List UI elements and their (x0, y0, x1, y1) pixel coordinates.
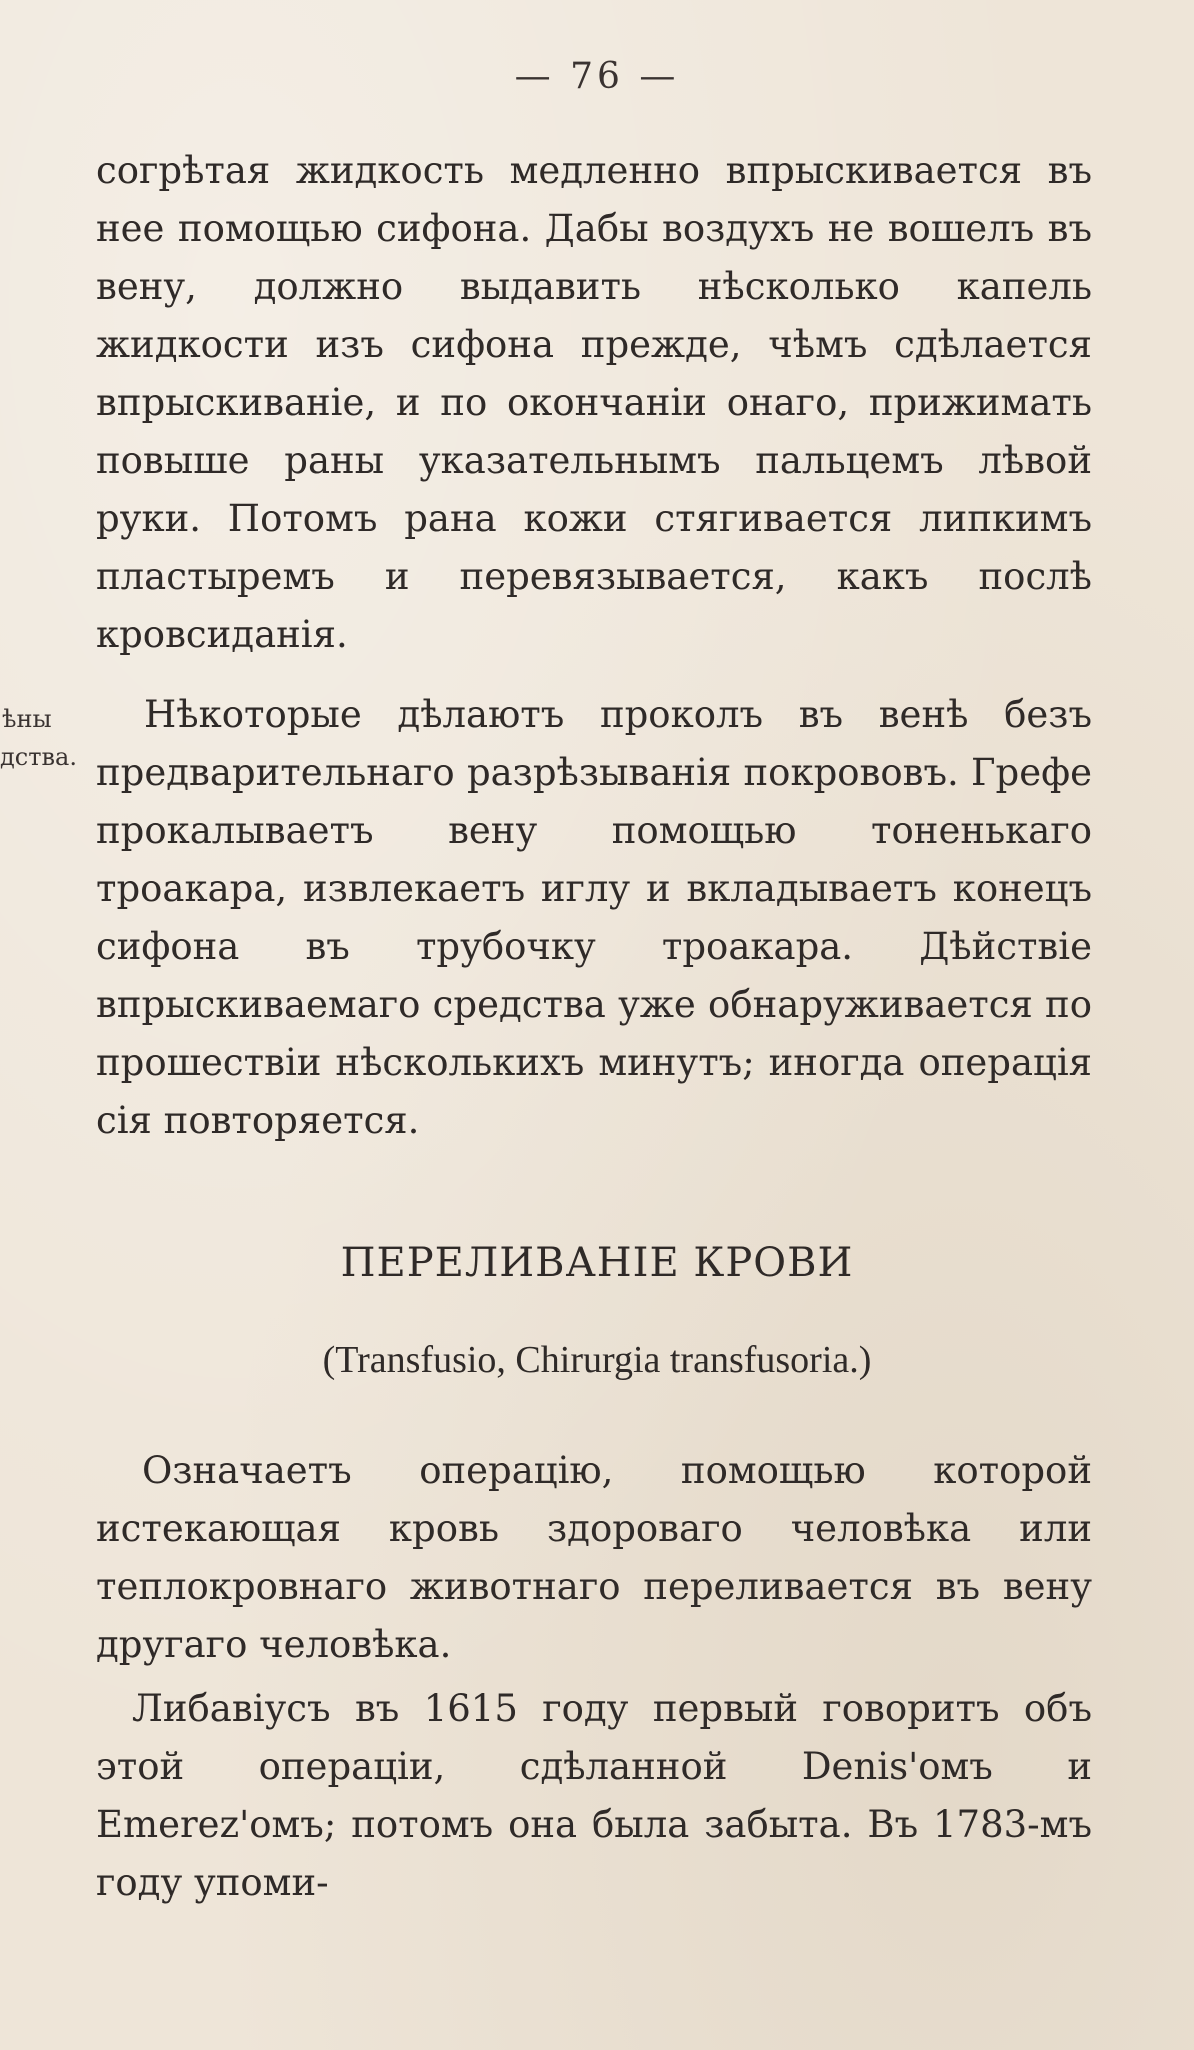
paragraph-4: Либавiусъ въ 1615 году первый говоритъ объ этой операцiи, сдѣланной Denis'омъ и Emerez'омъ; потомъ она была забыта. Въ 1783-мъ году упоми- (96, 1687, 1092, 1904)
paragraph-1: согрѣтая жидкость медленно впрыскивается въ нее помощью сифона. Дабы воздухъ не вошелъ въ вену, должно выдавить нѣсколько капель жидкости изъ сифона прежде, чѣмъ сдѣлается впрыскиванiе, и по окончанiи онаго, прижимать повыше раны указательнымъ пальцемъ лѣвой руки. Потомъ рана кожи стягивается липкимъ пластыремъ и перевязывается, какъ послѣ кровсиданiя. (96, 149, 1092, 656)
margin-note-line-1: ѣны (2, 705, 52, 733)
margin-note-line-2: дства. (0, 743, 77, 771)
paragraph-2: Нѣкоторые дѣлаютъ проколъ въ венѣ безъ предварительнаго разрѣзыванiя покрововъ. Грефе прокалываетъ вену помощью тоненькаго троакара, извлекаетъ иглу и вкладываетъ конецъ сифона въ трубочку троакара. Дѣйствiе впрыскиваемаго средства уже обнаруживается по прошествiи нѣсколькихъ минутъ; иногда операцiя сiя повторяется. (96, 693, 1092, 1142)
margin-note (0, 700, 90, 776)
page-number: — 76 — (514, 56, 680, 97)
section-heading: ПЕРЕЛИВАНIЕ КРОВИ (340, 1240, 854, 1286)
paragraph-3: Означаетъ операцiю, помощью которой истекающая кровь здороваго человѣка или теплокровнаго животнаго переливается въ вену другаго человѣка. (96, 1449, 1092, 1666)
section-subheading: (Transfusio, Chirurgia transfusoria.) (322, 1339, 872, 1381)
